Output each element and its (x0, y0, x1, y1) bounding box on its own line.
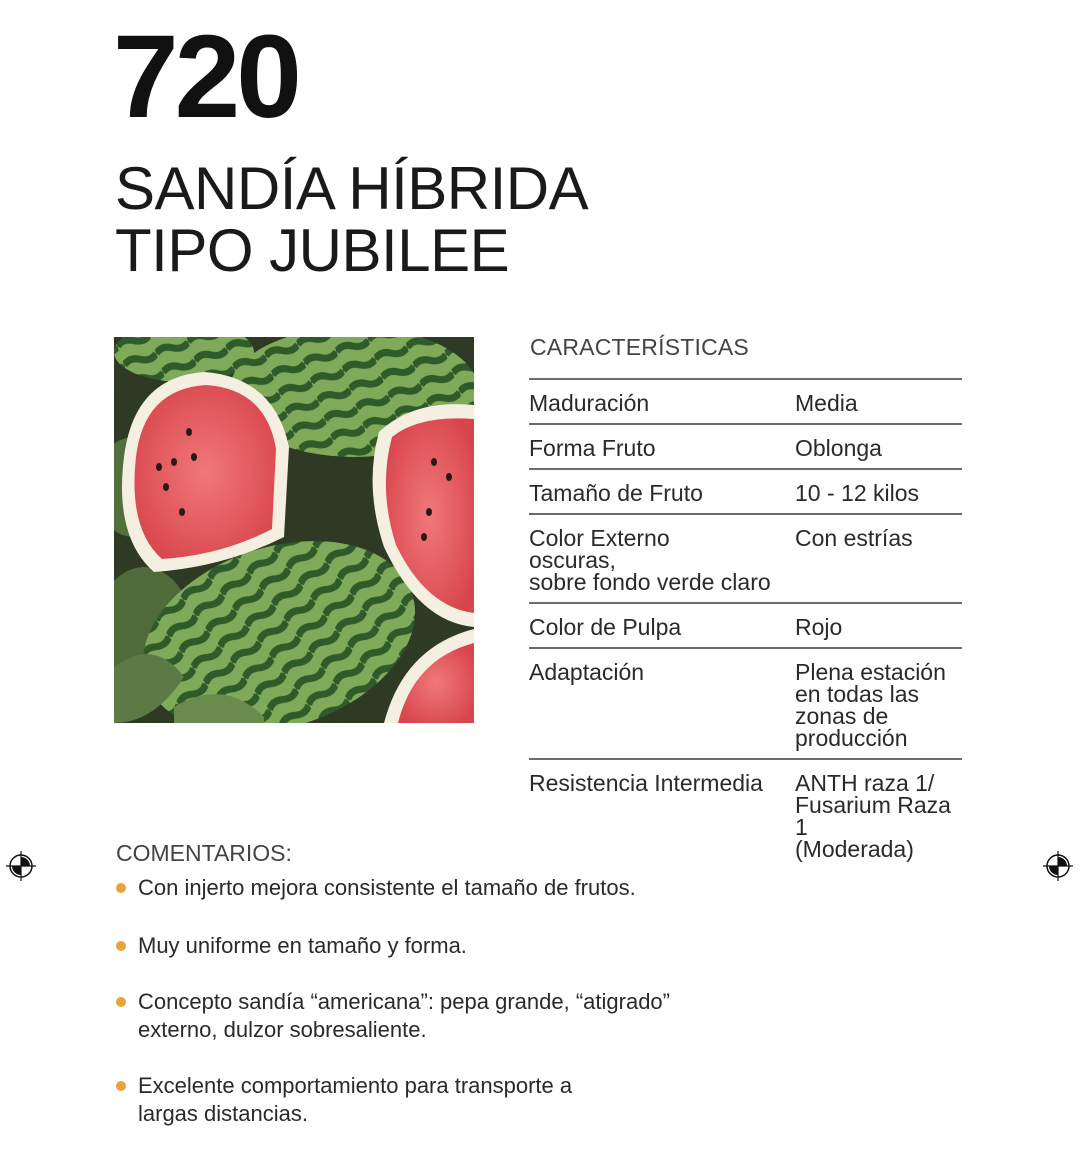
table-row (529, 758, 962, 860)
characteristics-table (529, 378, 962, 860)
row-value: Oblonga (795, 435, 882, 461)
table-row (529, 423, 962, 468)
bullet-icon (116, 941, 126, 951)
table-row (529, 468, 962, 513)
row-label: Tamaño de Fruto (529, 480, 703, 506)
comment-text: Con injerto mejora consistente el tamaño de frutos. (138, 875, 636, 900)
row-value: Plena estación en todas las zonas de producción (795, 659, 946, 751)
comment-text: Concepto sandía “americana”: pepa grande, “atigrado” externo, dulzor sobresaliente. (138, 989, 670, 1042)
row-value: Media (795, 390, 858, 416)
row-label: Resistencia Intermedia (529, 770, 763, 796)
row-label: Color de Pulpa (529, 614, 682, 640)
row-value: 10 - 12 kilos (795, 480, 920, 506)
watermelon-photo (114, 337, 474, 723)
list-item (116, 1072, 816, 1128)
row-value: ANTH raza 1/ Fusarium Raza 1 (Moderada) (795, 770, 951, 862)
comment-text: Muy uniforme en tamaño y forma. (138, 933, 467, 958)
title-line-1: SANDÍA HÍBRIDA (115, 155, 589, 222)
table-row (529, 513, 962, 602)
list-item (116, 988, 816, 1044)
row-value: Con estrías (795, 525, 913, 551)
product-code: 720 (113, 11, 298, 143)
bullet-icon (116, 883, 126, 893)
row-value: Rojo (795, 614, 843, 640)
comment-text: Excelente comportamiento para transporte a largas distancias. (138, 1073, 573, 1126)
comments-heading: COMENTARIOS: (116, 840, 292, 866)
list-item (116, 874, 816, 902)
table-row (529, 602, 962, 647)
title-line-2: TIPO JUBILEE (115, 217, 510, 284)
characteristics-heading: CARACTERÍSTICAS (530, 334, 749, 360)
product-title (115, 155, 589, 284)
row-label: Adaptación (529, 659, 645, 685)
bullet-icon (116, 1081, 126, 1091)
table-row (529, 647, 962, 758)
row-label: Maduración (529, 390, 650, 416)
row-label: Forma Fruto (529, 435, 656, 461)
registration-mark-icon (1043, 851, 1073, 881)
table-row (529, 378, 962, 423)
bullet-icon (116, 997, 126, 1007)
comments-list (116, 874, 816, 1128)
registration-mark-icon (6, 851, 36, 881)
list-item (116, 932, 816, 960)
row-label: Color Externo oscuras, sobre fondo verde claro (529, 525, 771, 595)
